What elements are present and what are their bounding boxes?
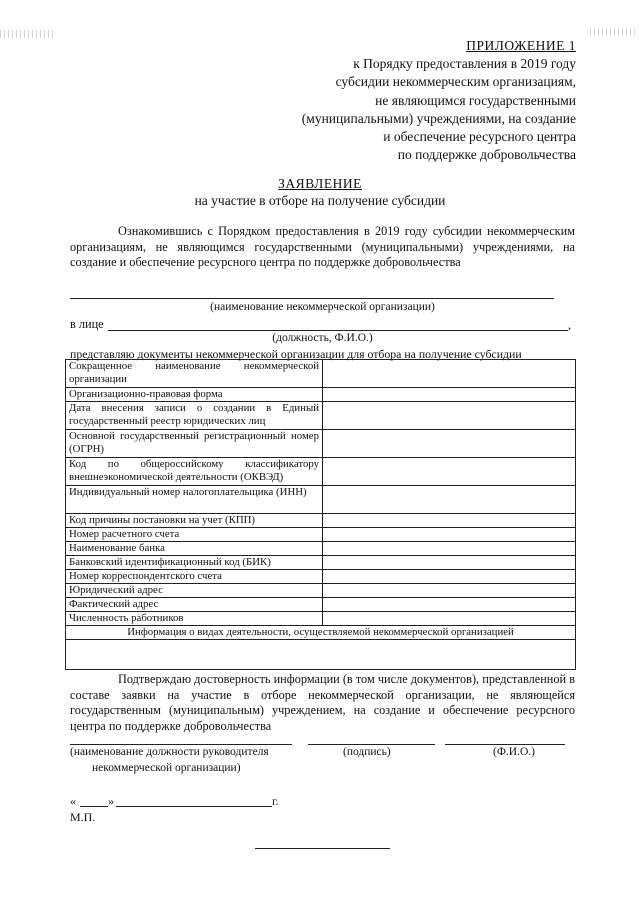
appendix-line-2: субсидии некоммерческим организациям, bbox=[335, 74, 576, 90]
person-caption: (должность, Ф.И.О.) bbox=[272, 332, 373, 344]
date-day-line[interactable] bbox=[80, 806, 108, 807]
table-cell-value[interactable] bbox=[323, 570, 576, 584]
position-line[interactable] bbox=[70, 744, 292, 745]
submit-text: представляю документы некоммерческой организации для отбора на получение субсидии bbox=[70, 347, 522, 361]
table-cell-label: Фактический адрес bbox=[66, 598, 323, 612]
table-cell-label: Численность работников bbox=[66, 612, 323, 626]
table-cell-value[interactable] bbox=[323, 402, 576, 430]
table-row bbox=[66, 388, 576, 402]
table-row bbox=[66, 430, 576, 458]
organization-info-table bbox=[65, 359, 576, 670]
table-cell-value[interactable] bbox=[323, 612, 576, 626]
person-prefix: в лице bbox=[70, 317, 104, 331]
table-cell-value[interactable] bbox=[323, 514, 576, 528]
name-caption: (Ф.И.О.) bbox=[493, 746, 535, 758]
signature-caption: (подпись) bbox=[343, 746, 391, 758]
date-close-quote: » bbox=[108, 794, 114, 808]
table-cell-label: Индивидуальный номер налогоплательщика (ИНН) bbox=[66, 486, 323, 514]
person-line[interactable] bbox=[108, 330, 568, 331]
org-name-line[interactable] bbox=[70, 298, 554, 299]
table-cell-value[interactable] bbox=[323, 430, 576, 458]
document-subtitle: на участие в отборе на получение субсидии bbox=[194, 193, 446, 208]
table-cell-label: Юридический адрес bbox=[66, 584, 323, 598]
table-row bbox=[66, 612, 576, 626]
table-row bbox=[66, 458, 576, 486]
table-cell-label: Сокращенное наименование некоммерческой организации bbox=[66, 360, 323, 388]
position-caption-1: (наименование должности руководителя bbox=[70, 746, 269, 758]
date-month-line[interactable] bbox=[116, 806, 272, 807]
signature-line[interactable] bbox=[308, 744, 435, 745]
date-year-suffix: г. bbox=[272, 794, 279, 808]
table-cell-value[interactable] bbox=[323, 542, 576, 556]
person-comma: , bbox=[568, 318, 572, 332]
intro-paragraph bbox=[70, 224, 575, 271]
scan-noise-left bbox=[0, 30, 55, 38]
position-caption-2: некоммерческой организации) bbox=[92, 762, 241, 774]
table-row bbox=[66, 528, 576, 542]
table-cell-label: Банковский идентификационный код (БИК) bbox=[66, 556, 323, 570]
name-line[interactable] bbox=[445, 744, 565, 745]
confirm-text: Подтверждаю достоверность информации (в том числе документов), представленной в составе заявки на участие в отборе некоммерческой организации, не являющейся государственным (муниципальным) учреждением, на создание и обеспечение ресурсного центра по поддержке добровольчества bbox=[70, 672, 575, 733]
org-name-caption: (наименование некоммерческой организации) bbox=[210, 301, 435, 313]
bottom-separator bbox=[255, 848, 390, 849]
table-cell-label: Номер корреспондентского счета bbox=[66, 570, 323, 584]
appendix-line-1: к Порядку предоставления в 2019 году bbox=[353, 56, 576, 72]
table-row bbox=[66, 360, 576, 388]
activity-value-cell[interactable] bbox=[66, 640, 576, 670]
table-cell-label: Номер расчетного счета bbox=[66, 528, 323, 542]
table-cell-value[interactable] bbox=[323, 388, 576, 402]
appendix-line-3: не являющимся государственными bbox=[375, 92, 576, 108]
table-row bbox=[66, 556, 576, 570]
table-row bbox=[66, 514, 576, 528]
table-cell-label: Код по общероссийскому классификатору внешнеэкономической деятельности (ОКВЭД) bbox=[66, 458, 323, 486]
appendix-line-4: (муниципальными) учреждениями, на создание bbox=[301, 110, 576, 126]
scan-noise-right bbox=[590, 28, 635, 36]
appendix-header bbox=[216, 37, 576, 164]
table-cell-label: Основной государственный регистрационный номер (ОГРН) bbox=[66, 430, 323, 458]
table-cell-label: Организационно-правовая форма bbox=[66, 388, 323, 402]
table-cell-value[interactable] bbox=[323, 360, 576, 388]
table-row bbox=[66, 570, 576, 584]
table-cell-value[interactable] bbox=[323, 598, 576, 612]
table-cell-value[interactable] bbox=[323, 528, 576, 542]
appendix-title: ПРИЛОЖЕНИЕ 1 bbox=[466, 38, 576, 53]
table-row bbox=[66, 598, 576, 612]
table-cell-value[interactable] bbox=[323, 458, 576, 486]
date-open-quote: « bbox=[70, 794, 76, 808]
appendix-line-6: по поддержке добровольчества bbox=[397, 147, 576, 163]
table-cell-value[interactable] bbox=[323, 486, 576, 514]
table-cell-value[interactable] bbox=[323, 584, 576, 598]
activity-header: Информация о видах деятельности, осуществляемой некоммерческой организацией bbox=[66, 626, 576, 640]
document-title: ЗАЯВЛЕНИЕ bbox=[278, 176, 362, 191]
appendix-line-5: и обеспечение ресурсного центра bbox=[383, 129, 576, 145]
table-cell-label: Дата внесения записи о создании в Единый государственный реестр юридических лиц bbox=[66, 402, 323, 430]
table-cell-label: Код причины постановки на учет (КПП) bbox=[66, 514, 323, 528]
table-cell-label: Наименование банка bbox=[66, 542, 323, 556]
intro-text: Ознакомившись с Порядком предоставления в 2019 году субсидии некоммерческим организациям, не являющимся государственными (муниципальными) учреждениями, на создание и обеспечение ресурсного центра по поддержке добровольчества bbox=[70, 224, 575, 269]
table-row bbox=[66, 402, 576, 430]
confirm-paragraph bbox=[70, 672, 575, 734]
activity-header-row bbox=[66, 626, 576, 640]
stamp-label: М.П. bbox=[70, 810, 96, 824]
table-cell-value[interactable] bbox=[323, 556, 576, 570]
table-row bbox=[66, 584, 576, 598]
table-row bbox=[66, 486, 576, 514]
table-row bbox=[66, 542, 576, 556]
activity-value-row bbox=[66, 640, 576, 670]
